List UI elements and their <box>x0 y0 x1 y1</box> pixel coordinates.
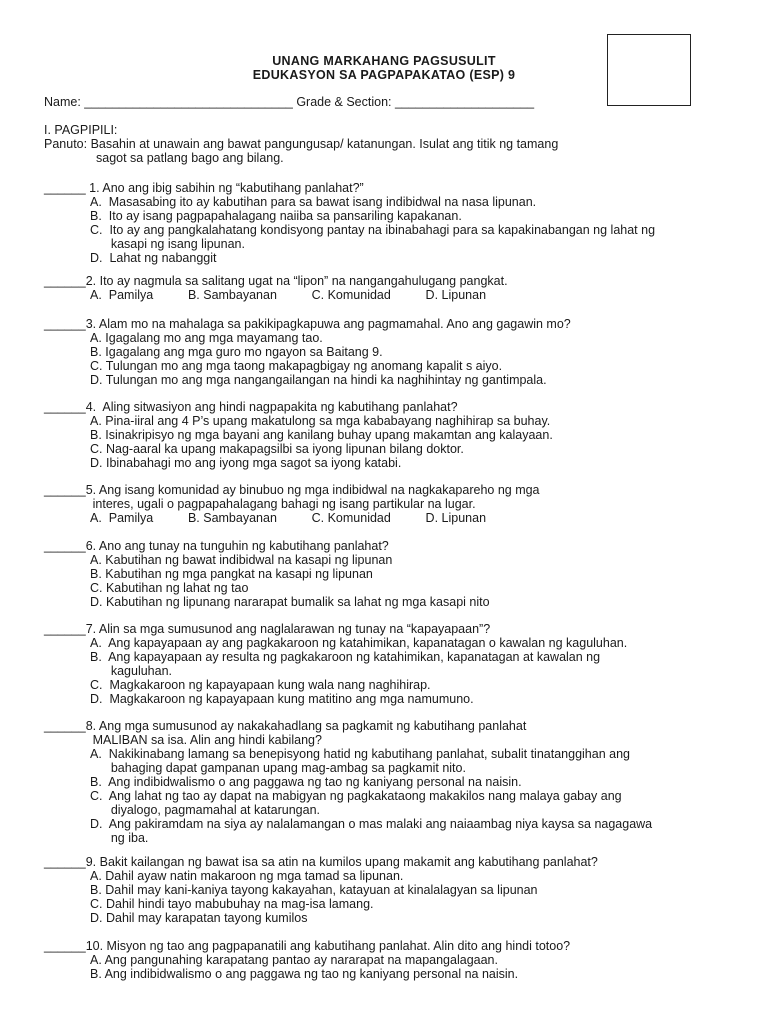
question-stem: MALIBAN sa isa. Alin ang hindi kabilang? <box>44 733 322 747</box>
answer-choice: B. Ang indibidwalismo o ang paggawa ng tao ng kaniyang personal na naisin. <box>90 967 519 981</box>
answer-choice: B. Kabutihan ng mga pangkat na kasapi ng lipunan <box>90 567 373 581</box>
answer-choice: B. Ang kapayapaan ay resulta ng pagkakaroon ng katahimikan, kapanatagan at kawalan ng <box>90 650 601 664</box>
answer-choice: A. Ang pangunahing karapatang pantao ay nararapat na mapangalagaan. <box>90 953 498 967</box>
answer-choice: D. Ang pakiramdam na siya ay nalalamangan o mas malaki ang naiaambag niya kaysa sa nagagawa <box>90 817 653 831</box>
answer-choice: B. Ang indibidwalismo o ang paggawa ng tao ng kaniyang personal na naisin. <box>90 775 522 789</box>
answer-choice: B. Isinakripisyo ng mga bayani ang kanilang buhay upang makamtan ang kalayaan. <box>90 428 553 442</box>
question-stem: ______2. Ito ay nagmula sa salitang ugat na “lipon” na nangangahulugang pangkat. <box>44 274 508 288</box>
answer-choice: D. Tulungan mo ang mga nangangailangan na hindi ka naghihintay ng gantimpala. <box>90 373 547 387</box>
answer-choice: C. Dahil hindi tayo mabubuhay na mag-isa lamang. <box>90 897 374 911</box>
question-stem: ______4. Aling sitwasiyon ang hindi nagpapakita ng kabutihang panlahat? <box>44 400 458 414</box>
section-heading: I. PAGPIPILI: <box>44 123 118 137</box>
answer-choice: bahaging dapat gampanan upang mag-ambag sa pagkamit nito. <box>90 761 466 775</box>
directions: Panuto: Basahin at unawain ang bawat pangungusap/ katanungan. Isulat ang titik ng tamang <box>44 137 559 151</box>
answer-choice: B. Igagalang ang mga guro mo ngayon sa Baitang 9. <box>90 345 383 359</box>
answer-choice: A. Masasabing ito ay kabutihan para sa bawat isang indibidwal na nasa lipunan. <box>90 195 537 209</box>
answer-choice: C. Ang lahat ng tao ay dapat na mabigyan ng pagkakataong makakilos nang malaya gabay ang <box>90 789 622 803</box>
question-stem: ______6. Ano ang tunay na tunguhin ng kabutihang panlahat? <box>44 539 389 553</box>
name-grade-line: Name: ______________________________ Grade & Section: ____________________ <box>44 95 535 109</box>
answer-choice: kasapi ng isang lipunan. <box>90 237 245 251</box>
answer-choice: A. Ang kapayapaan ay ang pagkakaroon ng katahimikan, kapanatagan o kawalan ng kaguluhan. <box>90 636 628 650</box>
subject-title: EDUKASYON SA PAGPAPAKATAO (ESP) 9 <box>252 68 516 82</box>
answer-choice: diyalogo, pagmamahal at katarungan. <box>90 803 321 817</box>
question-stem: ______8. Ang mga sumusunod ay nakakahadlang sa pagkamit ng kabutihang panlahat <box>44 719 527 733</box>
answer-choice: C. Magkakaroon ng kapayapaan kung wala nang naghihirap. <box>90 678 431 692</box>
directions-cont: sagot sa patlang bago ang bilang. <box>96 151 284 165</box>
answer-choice: C. Kabutihan ng lahat ng tao <box>90 581 249 595</box>
answer-choice: B. Ito ay isang pagpapahalagang naiiba sa pansariling kapakanan. <box>90 209 462 223</box>
answer-choice: D. Kabutihan ng lipunang nararapat bumalik sa lahat ng mga kasapi nito <box>90 595 490 609</box>
question-stem: ______9. Bakit kailangan ng bawat isa sa atin na kumilos upang makamit ang kabutihang panlahat? <box>44 855 598 869</box>
question-stem: ______3. Alam mo na mahalaga sa pakikipagkapuwa ang pagmamahal. Ano ang gagawin mo? <box>44 317 571 331</box>
answer-choice: C. Ito ay ang pangkalahatang kondisyong pantay na ibinabahagi para sa kapakinabangan ng lahat ng <box>90 223 656 237</box>
answer-choice: A. Kabutihan ng bawat indibidwal na kasapi ng lipunan <box>90 553 393 567</box>
answer-choice: A. Pamilya B. Sambayanan C. Komunidad D. Lipunan <box>90 511 487 525</box>
answer-choice: C. Nag-aaral ka upang makapagsilbi sa iyong lipunan bilang doktor. <box>90 442 464 456</box>
answer-choice: A. Nakikinabang lamang sa benepisyong hatid ng kabutihang panlahat, subalit tinatanggihan ang <box>90 747 630 761</box>
question-stem: ______5. Ang isang komunidad ay binubuo ng mga indibidwal na nagkakapareho ng mga <box>44 483 540 497</box>
answer-choice: B. Dahil may kani-kaniya tayong kakayahan, katayuan at kinalalagyan sa lipunan <box>90 883 538 897</box>
answer-choice: D. Magkakaroon ng kapayapaan kung matitino ang mga namumuno. <box>90 692 474 706</box>
answer-choice: D. Dahil may karapatan tayong kumilos <box>90 911 308 925</box>
exam-title: UNANG MARKAHANG PAGSUSULIT <box>272 54 496 68</box>
answer-choice: ng iba. <box>90 831 149 845</box>
question-stem: ______7. Alin sa mga sumusunod ang naglalarawan ng tunay na “kapayapaan”? <box>44 622 491 636</box>
answer-choice: C. Tulungan mo ang mga taong makapagbigay ng anomang kapalit s aiyo. <box>90 359 503 373</box>
question-stem: interes, ugali o pagpapahalagang bahagi ng isang partikular na lugar. <box>44 497 476 511</box>
answer-choice: A. Dahil ayaw natin makaroon ng mga tamad sa lipunan. <box>90 869 404 883</box>
answer-choice: kaguluhan. <box>90 664 173 678</box>
answer-choice: A. Igagalang mo ang mga mayamang tao. <box>90 331 323 345</box>
answer-choice: D. Lahat ng nabanggit <box>90 251 217 265</box>
question-stem: ______10. Misyon ng tao ang pagpapanatili ang kabutihang panlahat. Alin dito ang hindi totoo? <box>44 939 571 953</box>
answer-choice: D. Ibinabahagi mo ang iyong mga sagot sa iyong katabi. <box>90 456 402 470</box>
answer-choice: A. Pina-iiral ang 4 P’s upang makatulong sa mga kababayang naghihirap sa buhay. <box>90 414 551 428</box>
question-stem: ______ 1. Ano ang ibig sabihin ng “kabutihang panlahat?” <box>44 181 364 195</box>
answer-choice: A. Pamilya B. Sambayanan C. Komunidad D. Lipunan <box>90 288 487 302</box>
